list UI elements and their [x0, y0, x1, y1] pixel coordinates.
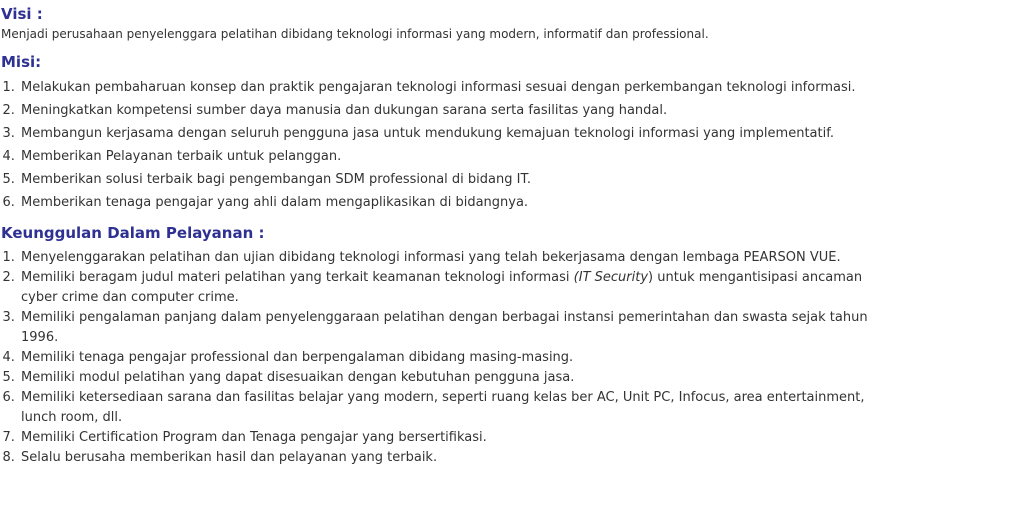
- misi-item: 1. Melakukan pembaharuan konsep dan praktik pengajaran teknologi informasi sesuai dengan perkembangan teknologi informasi.: [19, 76, 899, 99]
- keunggulan-item-italic: (IT Security: [573, 270, 649, 285]
- keunggulan-item: 4. Memiliki tenaga pengajar professional dan berpengalaman dibidang masing-masing.: [19, 348, 899, 368]
- misi-item: 4. Memberikan Pelayanan terbaik untuk pelanggan.: [19, 145, 899, 168]
- keunggulan-item: 1. Menyelenggarakan pelatihan dan ujian dibidang teknologi informasi yang telah bekerjasama dengan lembaga PEARSON VUE.: [19, 248, 899, 268]
- keunggulan-item: 6. Memiliki ketersediaan sarana dan fasilitas belajar yang modern, seperti ruang kelas ber AC, Unit PC, Infocus, area entertainment, lunch room, dll.: [19, 388, 899, 428]
- keunggulan-item: 5. Memiliki modul pelatihan yang dapat disesuaikan dengan kebutuhan pengguna jasa.: [19, 368, 899, 388]
- keunggulan-item-text: Memiliki beragam judul materi pelatihan yang terkait keamanan teknologi informasi: [21, 270, 574, 285]
- misi-item: 2. Meningkatkan kompetensi sumber daya manusia dan dukungan sarana serta fasilitas yang handal.: [19, 99, 899, 122]
- visi-heading: Visi :: [1, 5, 43, 23]
- keunggulan-heading: Keunggulan Dalam Pelayanan :: [1, 224, 265, 242]
- keunggulan-item: 3. Memiliki pengalaman panjang dalam penyelenggaraan pelatihan dengan berbagai instansi pemerintahan dan swasta sejak tahun 1996.: [19, 308, 899, 348]
- misi-item: 6. Memberikan tenaga pengajar yang ahli dalam mengaplikasikan di bidangnya.: [19, 191, 899, 214]
- keunggulan-item: [19, 268, 899, 308]
- keunggulan-item-text: ) untuk mengantisipasi ancaman cyber crime dan computer crime.: [21, 270, 863, 305]
- keunggulan-list: [1, 248, 899, 468]
- misi-heading: Misi:: [1, 53, 42, 71]
- keunggulan-item: 8. Selalu berusaha memberikan hasil dan pelayanan yang terbaik.: [19, 448, 899, 468]
- visi-text: Menjadi perusahaan penyelenggara pelatihan dibidang teknologi informasi yang modern, informatif dan professional.: [1, 27, 709, 41]
- misi-item: 3. Membangun kerjasama dengan seluruh pengguna jasa untuk mendukung kemajuan teknologi informasi yang implementatif.: [19, 122, 899, 145]
- misi-item: 5. Memberikan solusi terbaik bagi pengembangan SDM professional di bidang IT.: [19, 168, 899, 191]
- keunggulan-item: 7. Memiliki Certification Program dan Tenaga pengajar yang bersertifikasi.: [19, 428, 899, 448]
- misi-list: [1, 76, 899, 214]
